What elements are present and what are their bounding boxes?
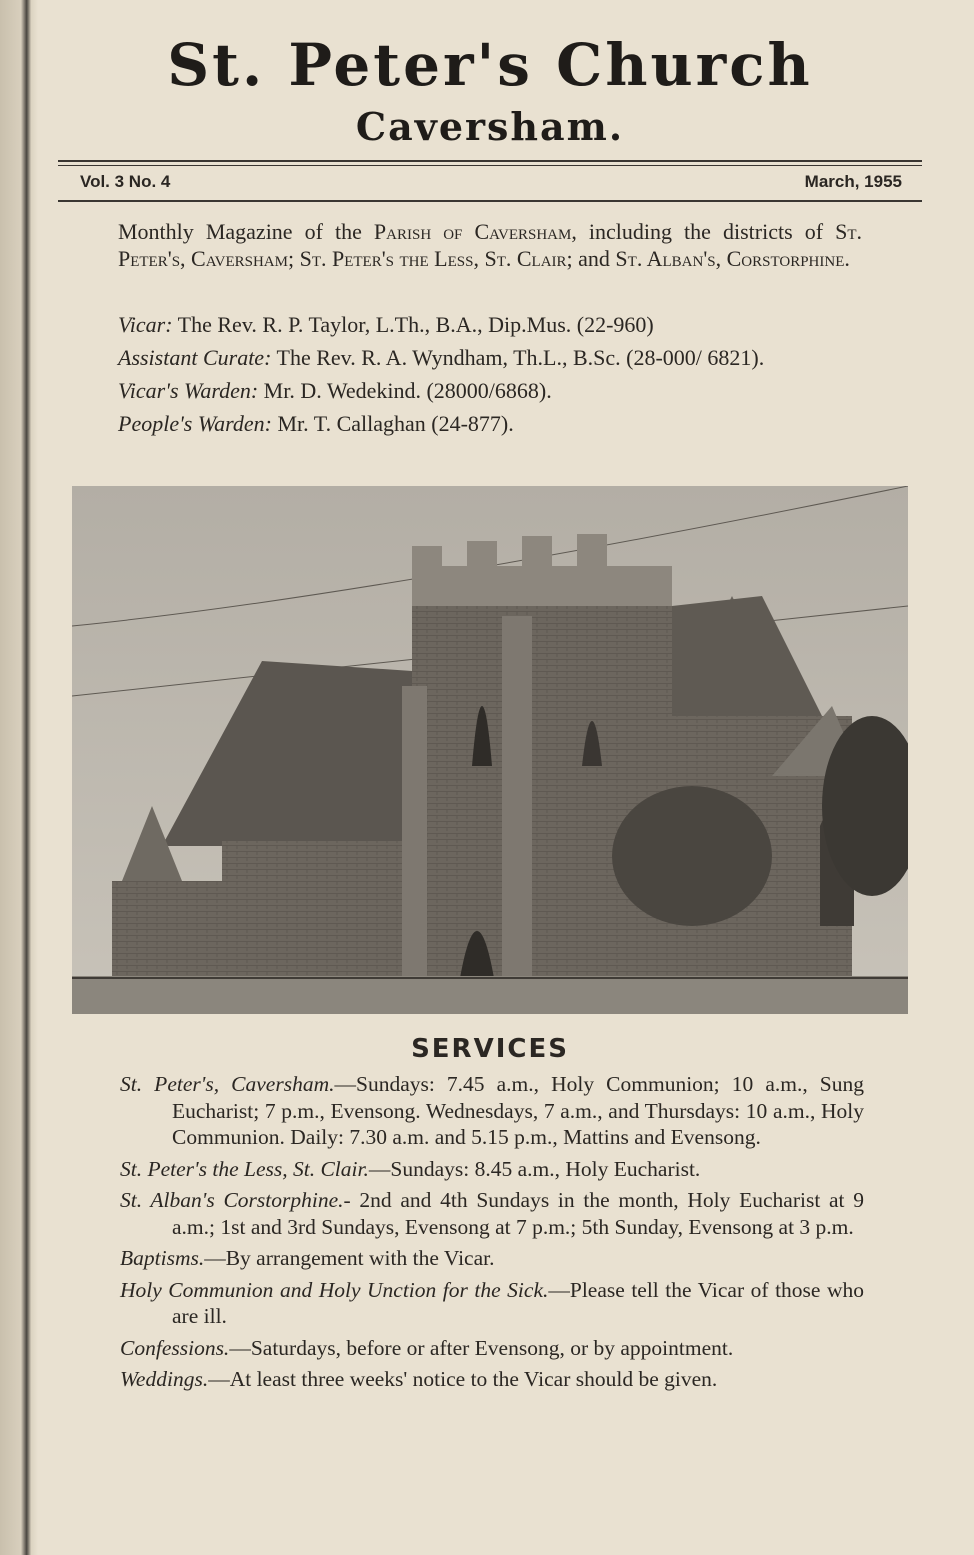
staff-role: Assistant Curate: [118,345,272,370]
intro-text: , including the districts of [571,219,836,244]
service-text: —Sundays: 7.45 a.m., Holy Communion; 10 a.m., Sung Eucharist; 7 p.m., Evensong. Wednesdays, 7 a.m., and Thursdays: 10 a.m., Holy Communion. Daily: 7.30 a.m. and 5.15 p.m., Mattins and Evensong. [172,1072,864,1149]
staff-entry [118,311,862,338]
service-label: Baptisms. [120,1246,205,1270]
church-photograph [72,486,908,1014]
staff-role: People's Warden: [118,411,272,436]
service-text: - 2nd and 4th Sundays in the month, Holy Eucharist at 9 a.m.; 1st and 3rd Sundays, Evensong at 7 p.m.; 5th Sunday, Evensong at 3 p.m. [172,1188,864,1239]
page-spine [0,0,38,1555]
intro-district: St. Alban's, Corstorphine [615,246,845,271]
staff-details: Mr. T. Callaghan (24-877). [272,411,514,436]
intro-text: . [844,246,850,271]
intro-text: ; [287,246,300,271]
staff-details: The Rev. R. P. Taylor, L.Th., B.A., Dip.Mus. (22-960) [172,312,654,337]
service-entry [120,1245,864,1272]
service-entry [120,1277,864,1330]
staff-role: Vicar: [118,312,173,337]
service-text: —Saturdays, before or after Evensong, or by appointment. [229,1335,734,1360]
staff-entry [118,410,862,437]
intro-parish: Parish of Caversham [373,219,572,244]
service-entry [120,1187,864,1240]
issue-date: March, 1955 [804,172,902,191]
volume-number: Vol. 3 No. 4 [80,172,171,191]
intro-text: ; and [566,246,616,271]
service-entry [120,1366,864,1393]
service-entry [120,1335,864,1362]
staff-details: The Rev. R. A. Wyndham, Th.L., B.Sc. (28-000/ 6821). [271,345,765,370]
service-text: —Sundays: 8.45 a.m., Holy Eucharist. [368,1156,701,1181]
service-label: Confessions. [120,1335,230,1360]
intro-district: St. Peter's the Less, St. Clair [299,246,567,271]
service-label: St. Peter's, Caversham. [120,1072,335,1096]
service-text: —Please tell the Vicar of those who are ill. [172,1277,865,1328]
service-label: Weddings. [120,1367,209,1391]
service-text: —By arrangement with the Vicar. [204,1246,495,1270]
staff-list [118,311,862,443]
service-text: —At least three weeks' notice to the Vicar should be given. [208,1367,718,1391]
staff-entry [118,377,862,404]
magazine-title: St. Peter's Church [167,31,813,99]
header-rule-bottom [58,200,922,202]
services-list [120,1071,864,1398]
service-label: Holy Communion and Holy Unction for the Sick. [120,1277,549,1302]
intro-text: Monthly Magazine of the [118,219,374,244]
service-entry [120,1156,864,1183]
magazine-subtitle: Caversham. [355,104,625,149]
service-label: St. Peter's the Less, St. Clair. [120,1156,369,1181]
issue-line [80,172,902,196]
staff-entry [118,344,862,371]
header-rule-top [58,160,922,166]
services-heading: SERVICES [411,1034,569,1064]
intro-district: St. Peter's, Caversham [118,219,862,271]
service-entry [120,1071,864,1151]
staff-role: Vicar's Warden: [118,378,259,403]
staff-details: Mr. D. Wedekind. (28000/6868). [258,378,552,403]
magazine-intro [118,218,862,272]
service-label: St. Alban's Corstorphine. [120,1188,344,1212]
